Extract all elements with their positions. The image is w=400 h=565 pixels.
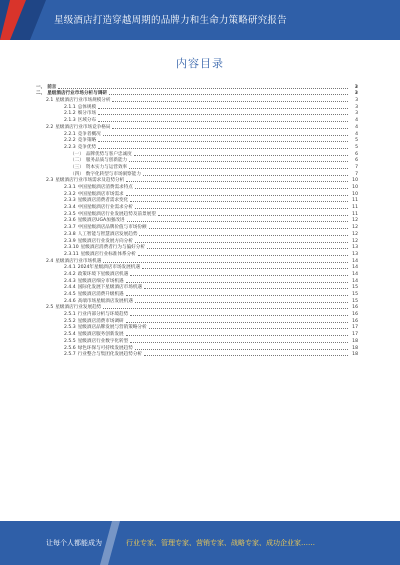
- toc-entry[interactable]: [36, 257, 358, 264]
- toc-entry-number: 2.5.5: [64, 338, 76, 344]
- toc-entry-page: 18: [352, 352, 358, 358]
- toc-entry-page: 5: [355, 138, 358, 144]
- toc-entry[interactable]: [36, 264, 358, 271]
- toc-entry-title: 星级酒店服务创新发展: [77, 332, 124, 338]
- toc-entry[interactable]: [36, 123, 358, 130]
- toc-entry-title: 星级酒店行业市场规模分析: [55, 98, 111, 104]
- toc-entry-title: 星级酒店品牌发展与营销策略分析: [77, 325, 147, 331]
- toc-entry-title: 人工智能与智慧酒店发展趋势: [77, 231, 138, 237]
- toc-entry-page: 7: [355, 164, 358, 170]
- toc-entry-number: 2.3.10: [64, 245, 79, 251]
- toc-entry[interactable]: [36, 223, 358, 230]
- toc-dot-leader: [144, 288, 348, 289]
- toc-entry-page: 14: [352, 278, 358, 284]
- toc-entry-page: 16: [352, 312, 358, 318]
- toc-entry-title: 区域分布: [77, 118, 97, 124]
- toc-entry-title: 竞争优势: [77, 144, 97, 150]
- toc-entry-number: 2.4.4: [64, 285, 76, 291]
- toc-entry[interactable]: [36, 244, 358, 251]
- toc-dot-leader: [135, 302, 348, 303]
- toc-entry-number: 2.2: [46, 124, 54, 130]
- toc-entry[interactable]: [36, 290, 358, 297]
- toc-entry-title: 中国星级酒店消费需求特点: [77, 185, 133, 190]
- toc-dot-leader: [135, 208, 348, 209]
- toc-entry-title: 竞争策略: [77, 138, 97, 144]
- toc-entry-number: 2.5.4: [64, 332, 76, 338]
- toc-entry-title: 竞争者概况: [77, 131, 101, 137]
- toc-entry[interactable]: [36, 337, 358, 344]
- toc-entry-number: 2.1: [46, 98, 54, 104]
- toc-dot-leader: [149, 228, 348, 229]
- toc-entry-page: 10: [352, 191, 358, 197]
- toc-entry-number: 2.3.1: [64, 185, 76, 190]
- table-of-contents: [36, 83, 358, 357]
- toc-entry-page: 4: [355, 124, 358, 130]
- toc-entry[interactable]: [36, 230, 358, 237]
- toc-entry-page: 3: [354, 91, 358, 97]
- toc-entry-title: 行业整合与集团化发展趋势分析: [77, 352, 143, 358]
- toc-entry-title: 星级酒店行业市场分析与调研: [47, 91, 107, 97]
- toc-dot-leader: [135, 349, 348, 350]
- toc-entry-page: 16: [352, 305, 358, 311]
- report-title: 星级酒店打造穿越周期的品牌力和生命力策略研究报告: [54, 15, 287, 26]
- toc-entry[interactable]: [36, 190, 358, 197]
- toc-entry[interactable]: [36, 217, 358, 224]
- toc-dot-leader: [126, 195, 348, 196]
- toc-dot-leader: [130, 201, 348, 202]
- toc-dot-leader: [130, 315, 348, 316]
- toc-entry-page: 7: [355, 171, 358, 177]
- toc-entry[interactable]: [36, 110, 358, 117]
- toc-entry-page: 13: [352, 251, 358, 257]
- toc-entry-number: 2.3.4: [64, 205, 76, 211]
- toc-dot-leader: [130, 342, 348, 343]
- toc-entry[interactable]: [36, 297, 358, 304]
- toc-entry-number: 2.1.1: [64, 104, 76, 110]
- toc-entry-title: 细分市场: [77, 111, 97, 117]
- toc-entry-number: 2.3.7: [64, 225, 76, 231]
- toc-entry-page: 12: [352, 225, 358, 231]
- toc-entry-title: 数字化转型与市场洞察能力: [85, 171, 141, 177]
- toc-entry[interactable]: [36, 90, 358, 97]
- toc-entry-number: 2.3.11: [64, 251, 79, 257]
- toc-entry-number: 二、: [36, 91, 46, 97]
- toc-entry-number: 2.3.5: [64, 211, 76, 217]
- toc-dot-leader: [144, 355, 348, 356]
- toc-dot-leader: [103, 308, 348, 309]
- toc-entry-page: 4: [355, 131, 358, 137]
- toc-entry-number: 2.4.1: [64, 265, 76, 271]
- toc-entry[interactable]: [36, 183, 358, 190]
- toc-entry-title: 中国星级酒店品牌价值与市场份额: [77, 225, 147, 231]
- toc-entry-page: 14: [352, 271, 358, 277]
- toc-entry-number: （四）: [70, 171, 84, 177]
- toc-dot-leader: [98, 108, 348, 109]
- toc-dot-leader: [98, 114, 348, 115]
- toc-entry[interactable]: [36, 351, 358, 358]
- toc-entry-title: 星级酒店行业市场需求及趋势分析: [55, 178, 125, 184]
- toc-entry[interactable]: [36, 310, 358, 317]
- toc-entry-title: 星级酒店行业市场机遇: [55, 258, 102, 264]
- toc-entry-number: 2.4.5: [64, 292, 76, 297]
- toc-entry-title: 总体规模: [77, 104, 97, 110]
- toc-entry-page: 15: [352, 285, 358, 291]
- toc-dot-leader: [127, 221, 348, 222]
- page-header: [0, 0, 400, 40]
- toc-entry-title: 国际化发展下星级酒店市场机遇: [77, 285, 143, 291]
- toc-entry-title: 星级酒店消费者需求变化: [77, 198, 129, 204]
- toc-entry-title: 2024年星级酒店市场发展机遇: [77, 265, 140, 271]
- toc-entry-number: 2.3.6: [64, 218, 76, 224]
- toc-dot-leader: [143, 175, 348, 176]
- toc-entry-page: 16: [352, 318, 358, 324]
- toc-entry-page: 5: [355, 144, 358, 150]
- toc-entry[interactable]: [36, 177, 358, 184]
- toc-entry-number: 2.4: [46, 258, 54, 264]
- toc-entry-number: 2.4.3: [64, 278, 76, 284]
- toc-entry-number: 2.1.2: [64, 111, 76, 117]
- toc-entry-page: 11: [352, 211, 358, 217]
- toc-entry-page: 17: [352, 325, 358, 331]
- toc-entry-title: 前言: [47, 84, 57, 90]
- toc-dot-leader: [138, 255, 348, 256]
- page-footer: [0, 521, 400, 565]
- toc-entry-title: 星级酒店行业标准体系分析: [80, 251, 136, 257]
- toc-entry-page: 18: [352, 338, 358, 344]
- toc-entry-page: 6: [355, 158, 358, 164]
- toc-entry[interactable]: [36, 157, 358, 164]
- toc-entry-page: 11: [352, 205, 358, 211]
- toc-dot-leader: [135, 242, 348, 243]
- toc-entry-page: 12: [352, 231, 358, 237]
- toc-entry[interactable]: [36, 237, 358, 244]
- toc-entry-page: 3: [355, 104, 358, 110]
- toc-entry[interactable]: [36, 103, 358, 110]
- toc-entry-page: 3: [355, 111, 358, 117]
- toc-entry[interactable]: [36, 83, 358, 90]
- toc-dot-leader: [147, 248, 348, 249]
- toc-entry[interactable]: [36, 130, 358, 137]
- toc-entry-title: 星级酒店UGA加强改进: [77, 218, 125, 224]
- toc-entry-title: 星级酒店消费市场调研: [77, 318, 124, 324]
- toc-entry-title: 星级酒店行业数字化转型: [77, 338, 129, 344]
- toc-dot-leader: [149, 328, 348, 329]
- toc-dot-leader: [129, 168, 348, 169]
- toc-entry-page: 11: [352, 198, 358, 204]
- toc-entry-page: 3: [354, 84, 358, 90]
- toc-entry-number: 2.5.3: [64, 325, 76, 331]
- toc-entry-number: 一、: [36, 84, 46, 90]
- toc-entry-number: 2.3.9: [64, 238, 76, 244]
- toc-dot-leader: [126, 282, 348, 283]
- toc-entry[interactable]: [36, 143, 358, 150]
- toc-entry-number: 2.3.3: [64, 198, 76, 204]
- toc-entry[interactable]: [36, 304, 358, 311]
- toc-entry-title: 星级酒店行业市场竞争格局: [55, 124, 111, 130]
- toc-entry[interactable]: [36, 324, 358, 331]
- toc-dot-leader: [112, 101, 348, 102]
- toc-entry-number: （二）: [70, 158, 84, 164]
- toc-entry-number: 2.5.7: [64, 352, 76, 358]
- toc-dot-leader: [112, 128, 348, 129]
- toc-entry-number: （三）: [70, 164, 84, 170]
- toc-dot-leader: [130, 275, 348, 276]
- toc-dot-leader: [134, 155, 348, 156]
- footer-slogan: 让每个人都能成为: [46, 539, 102, 547]
- toc-entry-title: 星级酒店消费者行为与偏好分析: [80, 245, 145, 251]
- toc-entry-page: 10: [352, 185, 358, 190]
- toc-entry-number: 2.5: [46, 305, 54, 311]
- toc-dot-leader: [126, 295, 348, 296]
- toc-entry-page: 15: [352, 292, 358, 297]
- toc-entry-title: 中国星级酒店市场需求: [77, 191, 124, 197]
- toc-entry[interactable]: [36, 284, 358, 291]
- toc-entry-number: 2.3.8: [64, 231, 76, 237]
- toc-dot-leader: [98, 148, 348, 149]
- toc-entry-page: 13: [352, 245, 358, 251]
- toc-entry-number: 2.5.6: [64, 345, 76, 351]
- toc-entry-title: 品牌优势与客户忠诚度: [85, 151, 132, 157]
- toc-entry-number: 2.5.1: [64, 312, 76, 318]
- toc-entry-title: 资本实力与运营效率: [85, 164, 128, 170]
- toc-entry[interactable]: [36, 170, 358, 177]
- toc-entry[interactable]: [36, 277, 358, 284]
- toc-entry-page: 12: [352, 238, 358, 244]
- toc-dot-leader: [126, 181, 348, 182]
- toc-entry-page: 14: [352, 258, 358, 264]
- toc-entry-title: 中国星级酒店行业需求分析: [77, 205, 133, 211]
- toc-entry-page: 14: [352, 265, 358, 271]
- toc-entry[interactable]: [36, 203, 358, 210]
- toc-entry[interactable]: [36, 137, 358, 144]
- toc-entry-title: 星级酒店消费升级机遇: [77, 292, 124, 297]
- toc-dot-leader: [103, 262, 348, 263]
- toc-entry[interactable]: [36, 317, 358, 324]
- toc-entry-title: 星级酒店行业发展趋势: [55, 305, 102, 311]
- toc-entry-title: 绿色环保与可持续发展趋势: [77, 345, 133, 351]
- toc-entry-page: 15: [352, 298, 358, 304]
- toc-entry[interactable]: [36, 210, 358, 217]
- toc-entry-number: 2.5.2: [64, 318, 76, 324]
- toc-entry-title: 星级酒店行业发展方向分析: [77, 238, 133, 244]
- toc-entry-page: 12: [352, 218, 358, 224]
- toc-entry[interactable]: [36, 197, 358, 204]
- toc-dot-leader: [58, 88, 348, 89]
- footer-roles: 行业专家、管理专家、营销专家、战略专家、成功企业家……: [126, 539, 315, 547]
- toc-dot-leader: [158, 215, 348, 216]
- toc-entry-title: 高端市场星级酒店发展机遇: [77, 298, 133, 304]
- toc-entry[interactable]: [36, 250, 358, 257]
- toc-entry-number: 2.3.2: [64, 191, 76, 197]
- toc-entry-title: 服务品质与创新能力: [85, 158, 128, 164]
- toc-dot-leader: [126, 322, 348, 323]
- toc-entry[interactable]: [36, 344, 358, 351]
- toc-dot-leader: [98, 141, 348, 142]
- toc-dot-leader: [142, 268, 348, 269]
- toc-entry-number: 2.1.3: [64, 118, 76, 124]
- toc-entry-number: 2.4.6: [64, 298, 76, 304]
- toc-entry[interactable]: [36, 163, 358, 170]
- toc-dot-leader: [135, 188, 348, 189]
- toc-dot-leader: [109, 94, 348, 95]
- toc-heading: 内容目录: [176, 57, 224, 70]
- toc-entry-title: 行业内部分析与环境趋势: [77, 312, 129, 318]
- toc-entry[interactable]: [36, 96, 358, 103]
- toc-entry[interactable]: [36, 116, 358, 123]
- toc-entry[interactable]: [36, 150, 358, 157]
- header-decoration: [0, 0, 46, 40]
- toc-entry-number: 2.3: [46, 178, 54, 184]
- toc-entry-title: 星级酒店细分市场机遇: [77, 278, 124, 284]
- toc-entry-number: 2.4.2: [64, 271, 76, 277]
- toc-dot-leader: [98, 121, 348, 122]
- toc-entry-page: 4: [355, 118, 358, 124]
- toc-entry[interactable]: [36, 330, 358, 337]
- toc-entry-title: 政策环境下星级酒店机遇: [77, 271, 129, 277]
- toc-entry-page: 18: [352, 345, 358, 351]
- toc-entry-number: 2.2.3: [64, 144, 76, 150]
- toc-entry-page: 17: [352, 332, 358, 338]
- toc-dot-leader: [103, 135, 348, 136]
- toc-entry[interactable]: [36, 270, 358, 277]
- toc-dot-leader: [129, 161, 348, 162]
- toc-entry-page: 6: [355, 151, 358, 157]
- toc-dot-leader: [139, 235, 348, 236]
- toc-entry-number: 2.2.1: [64, 131, 76, 137]
- toc-dot-leader: [126, 335, 348, 336]
- toc-entry-page: 10: [352, 178, 358, 184]
- toc-entry-title: 中国星级酒店行业发展趋势及前景展望: [77, 211, 156, 217]
- toc-entry-number: 2.2.2: [64, 138, 76, 144]
- footer-decoration: [100, 521, 120, 565]
- toc-entry-page: 3: [355, 98, 358, 104]
- toc-entry-number: （一）: [70, 151, 84, 157]
